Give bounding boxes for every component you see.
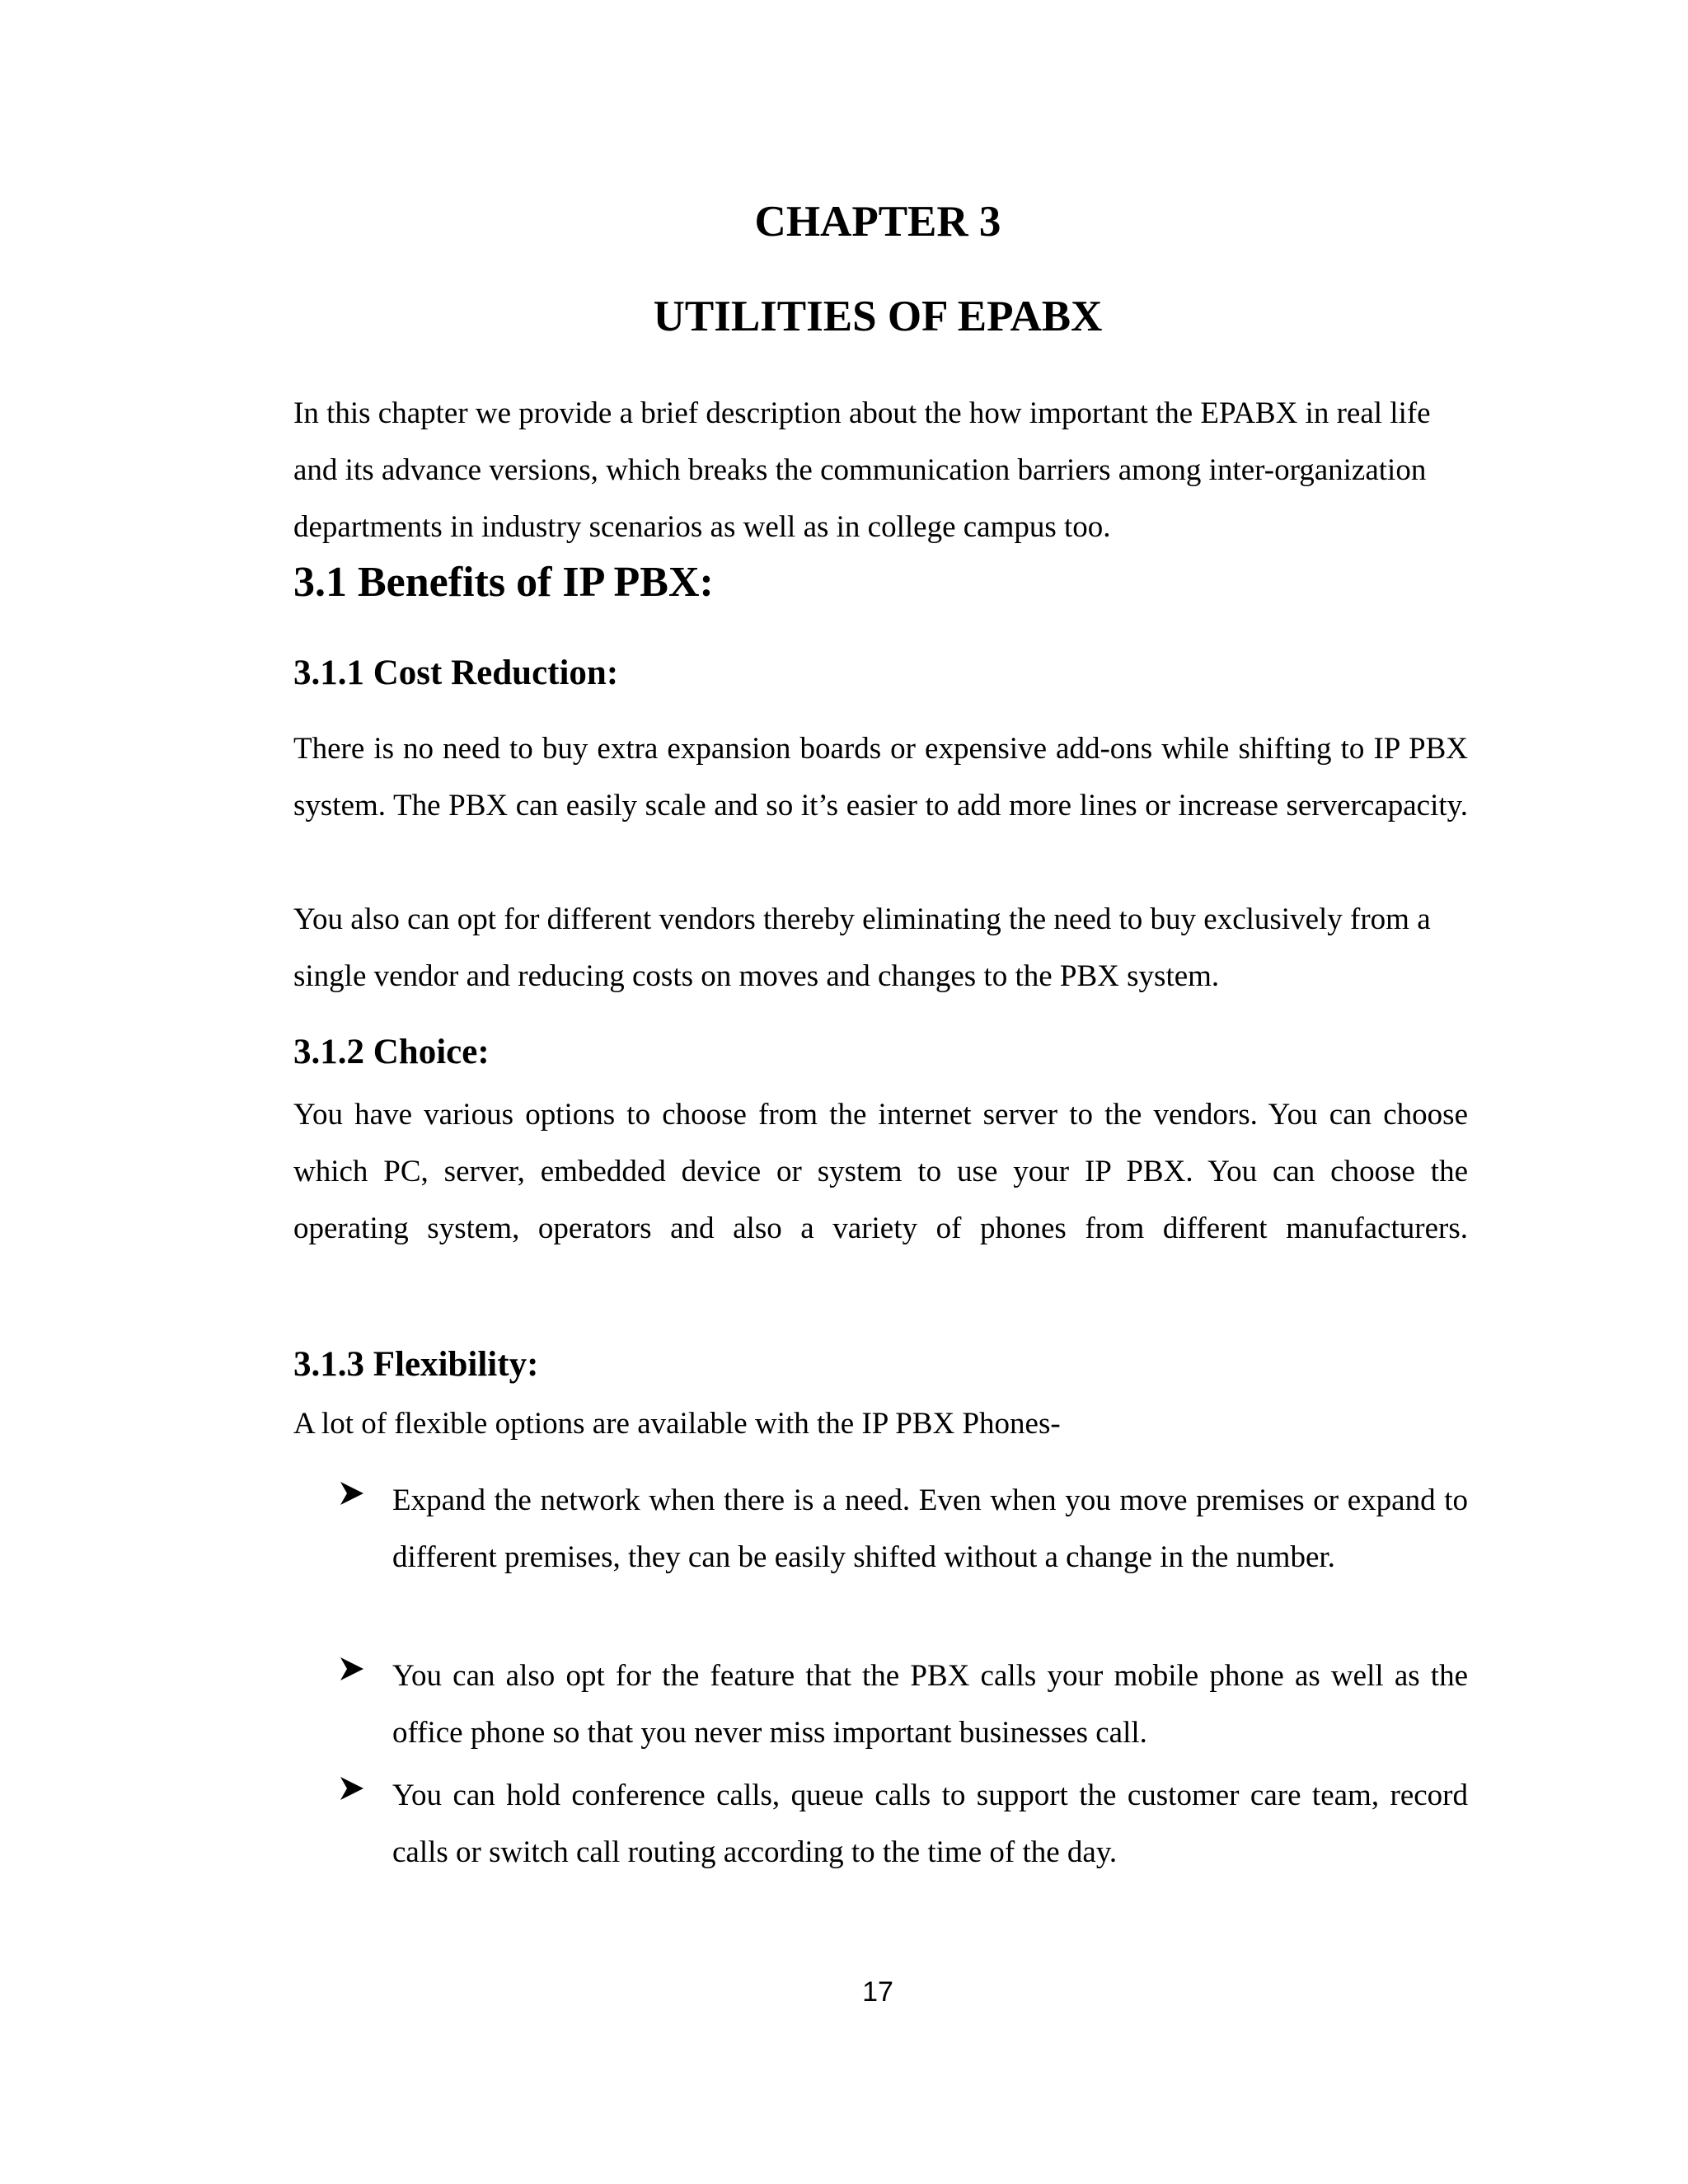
chapter-title: UTILITIES OF EPABX [653, 293, 1103, 340]
arrowhead-bullet-icon [338, 1479, 366, 1507]
arrowhead-bullet-icon [338, 1774, 366, 1802]
intro-paragraph: In this chapter we provide a brief description about the how important the EPABX in real life and its advance versions, which breaks the communication barriers among inter-organization departments in industry scenarios as well as in college campus too. [293, 396, 1431, 544]
bullet-text: You can hold conference calls, queue calls to support the customer care team, record calls or switch call routing according to the time of the day. [392, 1779, 1468, 1869]
cost-reduction-text-1: There is no need to buy extra expansion boards or expensive add-ons while shifting to IP PBX system. The PBX can easily scale and so it’s easier to add more lines or increase servercapacity. [293, 732, 1468, 823]
flexibility-intro: A lot of flexible options are available with the IP PBX Phones- [293, 1407, 1061, 1441]
section-heading-benefits: 3.1 Benefits of IP PBX: [293, 559, 714, 606]
page-number: 17 [862, 1976, 893, 2008]
cost-reduction-paragraph-1 [293, 720, 1468, 891]
chapter-number: CHAPTER 3 [754, 198, 1001, 246]
choice-text: You have various options to choose from the internet server to the vendors. You can choose which PC, server, embedded device or system to use your IP PBX. You can choose the operating system, operators and also a variety of phones from different manufacturers. [293, 1098, 1468, 1245]
subsection-heading-flexibility: 3.1.3 Flexibility: [293, 1345, 539, 1384]
cost-reduction-paragraph-2: You also can opt for different vendors thereby eliminating the need to buy exclusively from a single vendor and reducing costs on moves and changes to the PBX system. [293, 902, 1431, 993]
subsection-heading-choice: 3.1.2 Choice: [293, 1033, 490, 1071]
choice-paragraph [293, 1086, 1468, 1314]
subsection-heading-cost-reduction: 3.1.1 Cost Reduction: [293, 654, 619, 692]
bullet-text: You can also opt for the feature that the PBX calls your mobile phone as well as the office phone so that you never miss important businesses call. [392, 1659, 1468, 1750]
bullet-text: Expand the network when there is a need. Even when you move premises or expand to different premises, they can be easily shifted without a change in the number. [392, 1483, 1468, 1574]
arrowhead-bullet-icon [338, 1655, 366, 1683]
